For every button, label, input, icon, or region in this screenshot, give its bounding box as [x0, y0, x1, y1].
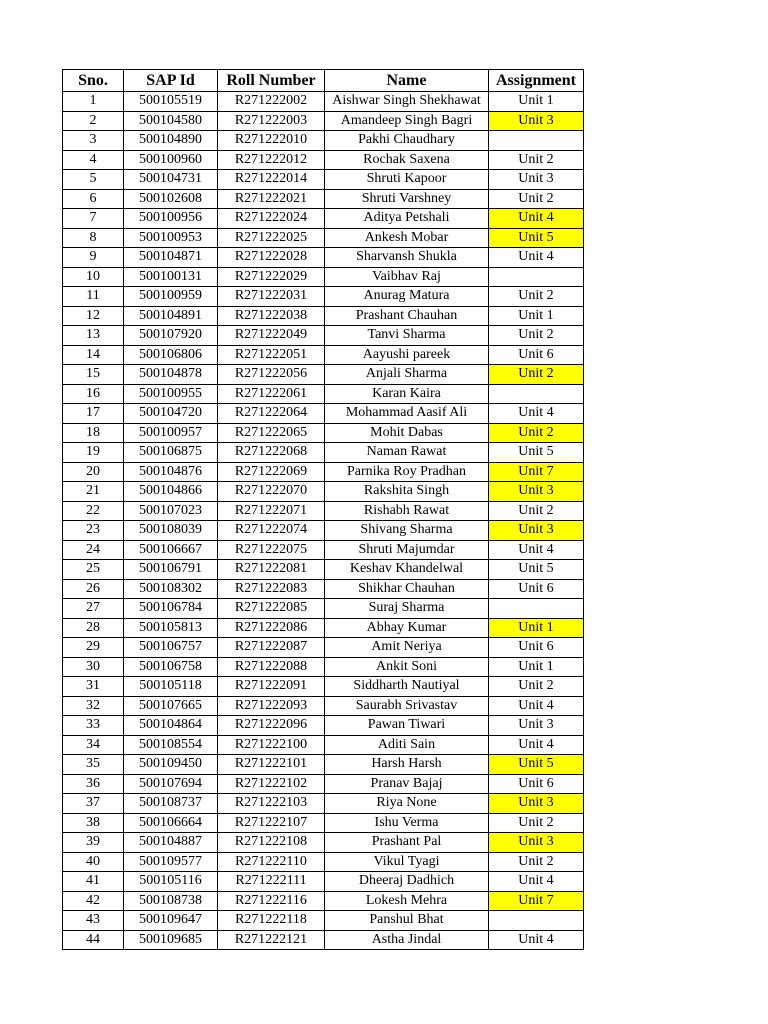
- assignment-cell: Unit 4: [489, 404, 584, 424]
- roll-number-cell: R271222025: [218, 228, 325, 248]
- name-cell: Aayushi pareek: [325, 345, 489, 365]
- roll-number-cell: R271222051: [218, 345, 325, 365]
- sap-id-cell: 500104878: [124, 365, 218, 385]
- name-cell: Astha Jindal: [325, 930, 489, 950]
- roll-number-cell: R271222102: [218, 774, 325, 794]
- table-row: [63, 735, 584, 755]
- sno-cell: 8: [63, 228, 124, 248]
- roll-number-cell: R271222103: [218, 794, 325, 814]
- roll-number-cell: R271222003: [218, 111, 325, 131]
- roll-number-cell: R271222107: [218, 813, 325, 833]
- assignment-cell: Unit 7: [489, 891, 584, 911]
- roll-number-cell: R271222069: [218, 462, 325, 482]
- name-cell: Panshul Bhat: [325, 911, 489, 931]
- assignment-cell: Unit 4: [489, 735, 584, 755]
- name-cell: Mohit Dabas: [325, 423, 489, 443]
- table-row: [63, 365, 584, 385]
- sno-cell: 33: [63, 716, 124, 736]
- sno-cell: 44: [63, 930, 124, 950]
- sno-cell: 36: [63, 774, 124, 794]
- sno-cell: 20: [63, 462, 124, 482]
- sno-cell: 13: [63, 326, 124, 346]
- sap-id-cell: 500105519: [124, 92, 218, 112]
- name-cell: Naman Rawat: [325, 443, 489, 463]
- assignment-cell: Unit 2: [489, 287, 584, 307]
- roll-number-cell: R271222111: [218, 872, 325, 892]
- assignment-cell: Unit 1: [489, 92, 584, 112]
- table-row: [63, 696, 584, 716]
- name-cell: Saurabh Srivastav: [325, 696, 489, 716]
- roll-number-cell: R271222064: [218, 404, 325, 424]
- name-cell: Shruti Majumdar: [325, 540, 489, 560]
- sap-id-cell: 500105813: [124, 618, 218, 638]
- name-cell: Prashant Pal: [325, 833, 489, 853]
- name-cell: Amit Neriya: [325, 638, 489, 658]
- header-roll-number: Roll Number: [218, 70, 325, 92]
- sap-id-cell: 500109450: [124, 755, 218, 775]
- table-row: [63, 423, 584, 443]
- sap-id-cell: 500100957: [124, 423, 218, 443]
- name-cell: Keshav Khandelwal: [325, 560, 489, 580]
- assignment-cell: Unit 3: [489, 170, 584, 190]
- name-cell: Pawan Tiwari: [325, 716, 489, 736]
- sap-id-cell: 500106758: [124, 657, 218, 677]
- sap-id-cell: 500104866: [124, 482, 218, 502]
- header-row: [63, 70, 584, 92]
- roll-number-cell: R271222116: [218, 891, 325, 911]
- table-row: [63, 131, 584, 151]
- table-row: [63, 384, 584, 404]
- assignment-cell: Unit 5: [489, 228, 584, 248]
- assignment-cell: Unit 4: [489, 209, 584, 229]
- name-cell: Dheeraj Dadhich: [325, 872, 489, 892]
- assignment-cell: Unit 4: [489, 930, 584, 950]
- table-row: [63, 404, 584, 424]
- sno-cell: 37: [63, 794, 124, 814]
- sap-id-cell: 500107920: [124, 326, 218, 346]
- sno-cell: 2: [63, 111, 124, 131]
- sap-id-cell: 500108554: [124, 735, 218, 755]
- sap-id-cell: 500107665: [124, 696, 218, 716]
- sap-id-cell: 500100959: [124, 287, 218, 307]
- table-header: [63, 70, 584, 92]
- sap-id-cell: 500100955: [124, 384, 218, 404]
- assignment-table: [62, 69, 584, 950]
- sap-id-cell: 500104720: [124, 404, 218, 424]
- sno-cell: 15: [63, 365, 124, 385]
- name-cell: Sharvansh Shukla: [325, 248, 489, 268]
- sno-cell: 29: [63, 638, 124, 658]
- header-sno: Sno.: [63, 70, 124, 92]
- sno-cell: 12: [63, 306, 124, 326]
- assignment-cell: [489, 911, 584, 931]
- roll-number-cell: R271222075: [218, 540, 325, 560]
- sap-id-cell: 500104580: [124, 111, 218, 131]
- sno-cell: 1: [63, 92, 124, 112]
- sap-id-cell: 500106806: [124, 345, 218, 365]
- assignment-cell: Unit 6: [489, 774, 584, 794]
- assignment-cell: Unit 2: [489, 423, 584, 443]
- roll-number-cell: R271222093: [218, 696, 325, 716]
- sno-cell: 24: [63, 540, 124, 560]
- name-cell: Karan Kaira: [325, 384, 489, 404]
- sno-cell: 39: [63, 833, 124, 853]
- name-cell: Shruti Kapoor: [325, 170, 489, 190]
- roll-number-cell: R271222021: [218, 189, 325, 209]
- table-row: [63, 638, 584, 658]
- assignment-cell: Unit 2: [489, 501, 584, 521]
- name-cell: Aditi Sain: [325, 735, 489, 755]
- assignment-cell: Unit 5: [489, 443, 584, 463]
- name-cell: Parnika Roy Pradhan: [325, 462, 489, 482]
- sno-cell: 11: [63, 287, 124, 307]
- assignment-cell: Unit 1: [489, 618, 584, 638]
- sno-cell: 34: [63, 735, 124, 755]
- sno-cell: 14: [63, 345, 124, 365]
- name-cell: Harsh Harsh: [325, 755, 489, 775]
- table-row: [63, 852, 584, 872]
- sno-cell: 23: [63, 521, 124, 541]
- sap-id-cell: 500106664: [124, 813, 218, 833]
- table-row: [63, 657, 584, 677]
- assignment-cell: Unit 3: [489, 794, 584, 814]
- name-cell: Rishabh Rawat: [325, 501, 489, 521]
- table-row: [63, 248, 584, 268]
- table-row: [63, 618, 584, 638]
- name-cell: Vaibhav Raj: [325, 267, 489, 287]
- roll-number-cell: R271222002: [218, 92, 325, 112]
- sno-cell: 32: [63, 696, 124, 716]
- header-name: Name: [325, 70, 489, 92]
- assignment-cell: [489, 131, 584, 151]
- assignment-cell: Unit 2: [489, 813, 584, 833]
- sno-cell: 40: [63, 852, 124, 872]
- assignment-cell: Unit 4: [489, 540, 584, 560]
- table-row: [63, 150, 584, 170]
- table-row: [63, 189, 584, 209]
- sap-id-cell: 500104890: [124, 131, 218, 151]
- table-row: [63, 287, 584, 307]
- sap-id-cell: 500108302: [124, 579, 218, 599]
- sno-cell: 43: [63, 911, 124, 931]
- roll-number-cell: R271222068: [218, 443, 325, 463]
- table-row: [63, 170, 584, 190]
- name-cell: Vikul Tyagi: [325, 852, 489, 872]
- sno-cell: 30: [63, 657, 124, 677]
- sap-id-cell: 500102608: [124, 189, 218, 209]
- table-row: [63, 833, 584, 853]
- table-row: [63, 872, 584, 892]
- sno-cell: 41: [63, 872, 124, 892]
- table-row: [63, 501, 584, 521]
- assignment-cell: Unit 1: [489, 306, 584, 326]
- name-cell: Ishu Verma: [325, 813, 489, 833]
- table-row: [63, 677, 584, 697]
- sno-cell: 25: [63, 560, 124, 580]
- name-cell: Mohammad Aasif Ali: [325, 404, 489, 424]
- sap-id-cell: 500105118: [124, 677, 218, 697]
- sap-id-cell: 500106784: [124, 599, 218, 619]
- roll-number-cell: R271222071: [218, 501, 325, 521]
- name-cell: Abhay Kumar: [325, 618, 489, 638]
- roll-number-cell: R271222070: [218, 482, 325, 502]
- sno-cell: 31: [63, 677, 124, 697]
- header-sap-id: SAP Id: [124, 70, 218, 92]
- assignment-cell: Unit 5: [489, 755, 584, 775]
- sap-id-cell: 500107023: [124, 501, 218, 521]
- name-cell: Siddharth Nautiyal: [325, 677, 489, 697]
- table-row: [63, 482, 584, 502]
- assignment-cell: [489, 267, 584, 287]
- sno-cell: 18: [63, 423, 124, 443]
- roll-number-cell: R271222049: [218, 326, 325, 346]
- sap-id-cell: 500100960: [124, 150, 218, 170]
- roll-number-cell: R271222108: [218, 833, 325, 853]
- name-cell: Shivang Sharma: [325, 521, 489, 541]
- name-cell: Ankit Soni: [325, 657, 489, 677]
- sap-id-cell: 500104876: [124, 462, 218, 482]
- roll-number-cell: R271222083: [218, 579, 325, 599]
- sno-cell: 5: [63, 170, 124, 190]
- assignment-cell: Unit 2: [489, 150, 584, 170]
- assignment-cell: Unit 2: [489, 326, 584, 346]
- sap-id-cell: 500108737: [124, 794, 218, 814]
- name-cell: Aditya Petshali: [325, 209, 489, 229]
- table-row: [63, 813, 584, 833]
- name-cell: Shikhar Chauhan: [325, 579, 489, 599]
- roll-number-cell: R271222065: [218, 423, 325, 443]
- sno-cell: 17: [63, 404, 124, 424]
- name-cell: Aishwar Singh Shekhawat: [325, 92, 489, 112]
- sap-id-cell: 500106667: [124, 540, 218, 560]
- name-cell: Anurag Matura: [325, 287, 489, 307]
- table-row: [63, 326, 584, 346]
- assignment-cell: Unit 3: [489, 833, 584, 853]
- roll-number-cell: R271222010: [218, 131, 325, 151]
- sno-cell: 3: [63, 131, 124, 151]
- sno-cell: 35: [63, 755, 124, 775]
- roll-number-cell: R271222085: [218, 599, 325, 619]
- sno-cell: 38: [63, 813, 124, 833]
- sap-id-cell: 500108039: [124, 521, 218, 541]
- table-row: [63, 443, 584, 463]
- roll-number-cell: R271222101: [218, 755, 325, 775]
- table-body: [63, 92, 584, 950]
- sap-id-cell: 500109647: [124, 911, 218, 931]
- sno-cell: 42: [63, 891, 124, 911]
- sap-id-cell: 500104731: [124, 170, 218, 190]
- table-row: [63, 462, 584, 482]
- name-cell: Pakhi Chaudhary: [325, 131, 489, 151]
- roll-number-cell: R271222061: [218, 384, 325, 404]
- roll-number-cell: R271222056: [218, 365, 325, 385]
- roll-number-cell: R271222086: [218, 618, 325, 638]
- assignment-cell: Unit 3: [489, 111, 584, 131]
- sno-cell: 4: [63, 150, 124, 170]
- table-row: [63, 774, 584, 794]
- roll-number-cell: R271222074: [218, 521, 325, 541]
- header-assignment: Assignment: [489, 70, 584, 92]
- sap-id-cell: 500106875: [124, 443, 218, 463]
- table-row: [63, 267, 584, 287]
- assignment-cell: Unit 6: [489, 579, 584, 599]
- name-cell: Prashant Chauhan: [325, 306, 489, 326]
- roll-number-cell: R271222081: [218, 560, 325, 580]
- roll-number-cell: R271222087: [218, 638, 325, 658]
- table-row: [63, 794, 584, 814]
- assignment-cell: Unit 2: [489, 852, 584, 872]
- sno-cell: 21: [63, 482, 124, 502]
- name-cell: Lokesh Mehra: [325, 891, 489, 911]
- sno-cell: 27: [63, 599, 124, 619]
- roll-number-cell: R271222121: [218, 930, 325, 950]
- assignment-cell: Unit 4: [489, 872, 584, 892]
- assignment-cell: Unit 3: [489, 521, 584, 541]
- roll-number-cell: R271222014: [218, 170, 325, 190]
- table-row: [63, 209, 584, 229]
- sap-id-cell: 500104871: [124, 248, 218, 268]
- roll-number-cell: R271222031: [218, 287, 325, 307]
- name-cell: Riya None: [325, 794, 489, 814]
- assignment-cell: Unit 7: [489, 462, 584, 482]
- sap-id-cell: 500109685: [124, 930, 218, 950]
- name-cell: Amandeep Singh Bagri: [325, 111, 489, 131]
- name-cell: Shruti Varshney: [325, 189, 489, 209]
- table-row: [63, 755, 584, 775]
- table-row: [63, 521, 584, 541]
- table-row: [63, 540, 584, 560]
- sap-id-cell: 500108738: [124, 891, 218, 911]
- assignment-cell: [489, 384, 584, 404]
- roll-number-cell: R271222088: [218, 657, 325, 677]
- sap-id-cell: 500100953: [124, 228, 218, 248]
- table-row: [63, 345, 584, 365]
- name-cell: Pranav Bajaj: [325, 774, 489, 794]
- sap-id-cell: 500106791: [124, 560, 218, 580]
- table-row: [63, 599, 584, 619]
- name-cell: Rochak Saxena: [325, 150, 489, 170]
- roll-number-cell: R271222110: [218, 852, 325, 872]
- name-cell: Ankesh Mobar: [325, 228, 489, 248]
- roll-number-cell: R271222012: [218, 150, 325, 170]
- sno-cell: 16: [63, 384, 124, 404]
- table-row: [63, 228, 584, 248]
- sap-id-cell: 500106757: [124, 638, 218, 658]
- roll-number-cell: R271222091: [218, 677, 325, 697]
- assignment-cell: Unit 6: [489, 638, 584, 658]
- assignment-cell: Unit 5: [489, 560, 584, 580]
- sap-id-cell: 500100956: [124, 209, 218, 229]
- assignment-cell: Unit 4: [489, 248, 584, 268]
- sap-id-cell: 500104891: [124, 306, 218, 326]
- roll-number-cell: R271222024: [218, 209, 325, 229]
- assignment-cell: Unit 1: [489, 657, 584, 677]
- sap-id-cell: 500107694: [124, 774, 218, 794]
- sap-id-cell: 500104864: [124, 716, 218, 736]
- roll-number-cell: R271222096: [218, 716, 325, 736]
- assignment-cell: Unit 2: [489, 189, 584, 209]
- name-cell: Anjali Sharma: [325, 365, 489, 385]
- assignment-cell: [489, 599, 584, 619]
- assignment-cell: Unit 4: [489, 696, 584, 716]
- roll-number-cell: R271222118: [218, 911, 325, 931]
- roll-number-cell: R271222029: [218, 267, 325, 287]
- table-row: [63, 111, 584, 131]
- roll-number-cell: R271222028: [218, 248, 325, 268]
- table-row: [63, 891, 584, 911]
- name-cell: Tanvi Sharma: [325, 326, 489, 346]
- sap-id-cell: 500109577: [124, 852, 218, 872]
- table-row: [63, 930, 584, 950]
- sno-cell: 28: [63, 618, 124, 638]
- name-cell: Rakshita Singh: [325, 482, 489, 502]
- table-row: [63, 716, 584, 736]
- assignment-cell: Unit 3: [489, 482, 584, 502]
- sno-cell: 7: [63, 209, 124, 229]
- assignment-cell: Unit 6: [489, 345, 584, 365]
- roll-number-cell: R271222038: [218, 306, 325, 326]
- sno-cell: 10: [63, 267, 124, 287]
- sap-id-cell: 500105116: [124, 872, 218, 892]
- sap-id-cell: 500104887: [124, 833, 218, 853]
- assignment-cell: Unit 2: [489, 365, 584, 385]
- sno-cell: 19: [63, 443, 124, 463]
- sno-cell: 9: [63, 248, 124, 268]
- table-row: [63, 560, 584, 580]
- assignment-cell: Unit 3: [489, 716, 584, 736]
- sno-cell: 22: [63, 501, 124, 521]
- sap-id-cell: 500100131: [124, 267, 218, 287]
- table-row: [63, 911, 584, 931]
- assignment-cell: Unit 2: [489, 677, 584, 697]
- sno-cell: 6: [63, 189, 124, 209]
- table-row: [63, 92, 584, 112]
- table-row: [63, 306, 584, 326]
- roll-number-cell: R271222100: [218, 735, 325, 755]
- name-cell: Suraj Sharma: [325, 599, 489, 619]
- table-row: [63, 579, 584, 599]
- sno-cell: 26: [63, 579, 124, 599]
